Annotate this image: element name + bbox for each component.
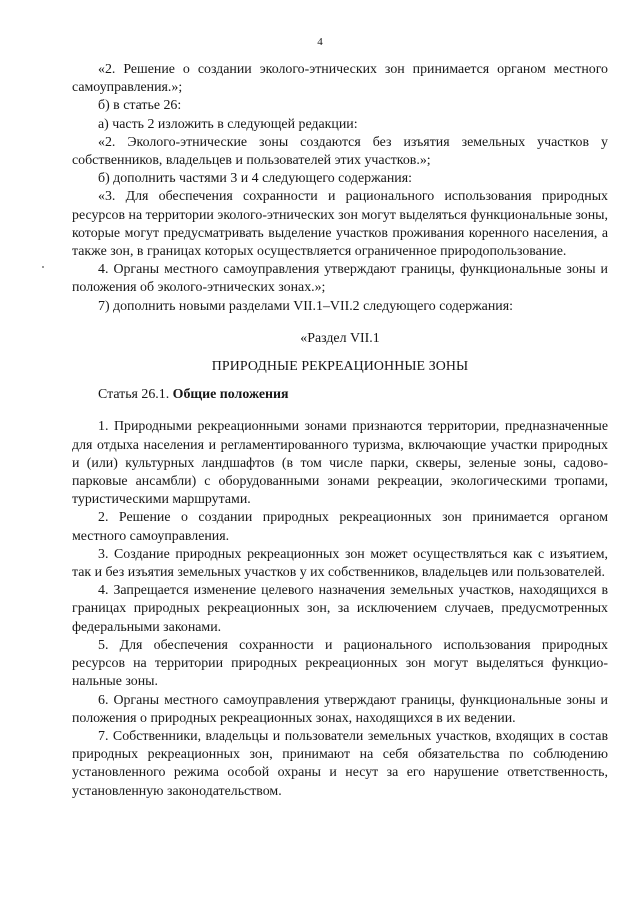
paragraph: 4. Органы местного самоуправления утверждают границы, функциональные зоны и положения об эколого-этнических зонах.»; — [72, 262, 608, 296]
article-paragraph: 1. Природными рекреационными зонами признаются территории, предназначенные для отдыха населения и регламентированного туризма, включающие участки природных и (или) культурных ландшафтов (в том числе парки, скверы, зеленые зоны, садово-парковые ансамбли) с оборудованными зонами рекреации, экологическими тропами, туристическими маршрутами. — [72, 419, 608, 508]
article-title: Общие положения — [172, 387, 289, 403]
scan-speck — [42, 266, 44, 268]
paragraph: «2. Эколого-этнические зоны создаются без изъятия земельных участков у собственников, владельцев и пользователей этих участков.»; — [72, 134, 608, 169]
article-heading — [72, 386, 608, 404]
section-title: «Раздел VII.1 — [300, 330, 380, 346]
article-label: Статья 26.1. — [98, 387, 170, 403]
article-paragraph: 3. Создание природных рекреационных зон может осуществляться как с изъятием, так и без изъятия земельных участков у их собственников, владельцев или пользователей. — [72, 546, 608, 581]
document-body — [72, 61, 608, 801]
paragraph: б) дополнить частями 3 и 4 следующего содержания: — [98, 171, 412, 187]
article-paragraph: 5. Для обеспечения сохранности и рационального использования природных ресурсов на территории природных рекреационных зон могут выделяться функциональные зоны. — [72, 637, 608, 690]
paragraph: б) в статье 26: — [98, 98, 182, 114]
article-paragraph: 2. Решение о создании природных рекреационных зон принимается органом местного самоуправления. — [72, 510, 608, 544]
paragraph: 7) дополнить новыми разделами VII.1–VII.2 следующего содержания: — [98, 298, 513, 314]
article-paragraph: 7. Собственники, владельцы и пользователи земельных участков, входящих в состав природных рекреационных зон, принимают на себя обязательства по соблюдению установленного режима особой охраны и несут за его нарушение ответственность, установленную законодательством. — [72, 728, 608, 799]
paragraph: «2. Решение о создании эколого-этнических зон принимается органом местного самоуправления.»; — [72, 62, 608, 96]
article-paragraph: 6. Органы местного самоуправления утверждают границы, функциональные зоны и положения о природных рекреационных зонах, находящихся в их ведении. — [72, 692, 608, 726]
section-heading: ПРИРОДНЫЕ РЕКРЕАЦИОННЫЕ ЗОНЫ — [211, 359, 469, 375]
paragraph: «3. Для обеспечения сохранности и рационального использования природных ресурсов на территории эколого-этнических зон могут выделяться функциональные зоны, которые могут предусматривать выделение участков проживания коренного населения, а также зон, в границах которых осуществляется ограниченное природопользование. — [72, 189, 608, 260]
article-paragraph: 4. Запрещается изменение целевого назначения земельных участков, находящихся в границах природных рекреационных зон, за исключением случаев, предусмотренных федеральными законами. — [72, 583, 608, 635]
page-number: 4 — [317, 36, 323, 48]
paragraph: а) часть 2 изложить в следующей редакции: — [98, 116, 358, 132]
